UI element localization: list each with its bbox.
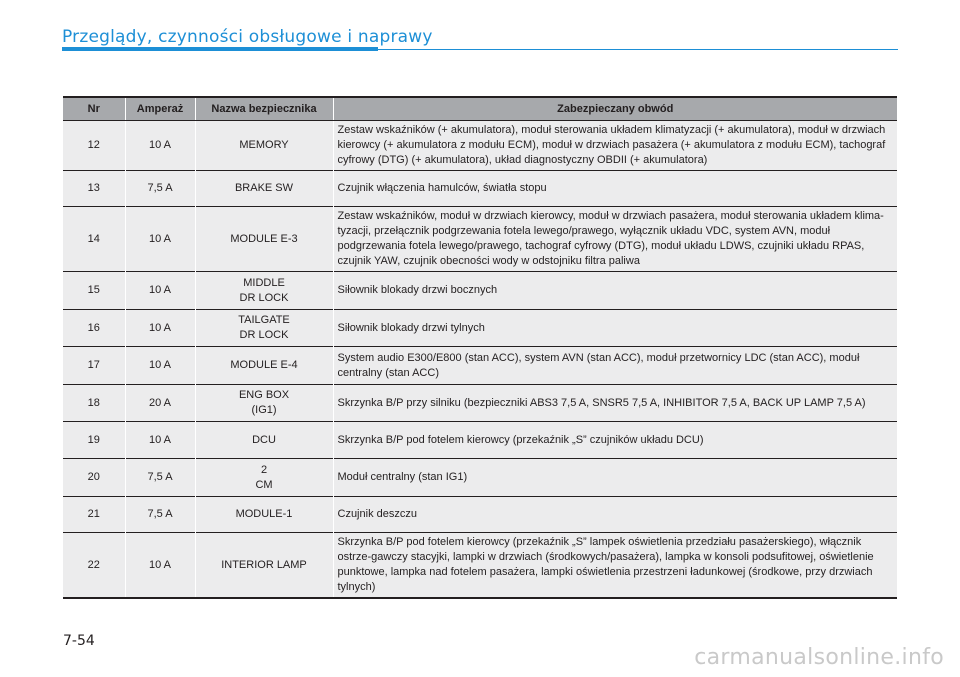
cell-protected-circuit: Moduł centralny (stan IG1): [333, 459, 897, 497]
cell-protected-circuit: Skrzynka B/P pod fotelem kierowcy (przekaźnik „S” czujników układu DCU): [333, 422, 897, 459]
page-number: 7-54: [63, 633, 95, 649]
cell-amperage: 7,5 A: [125, 171, 195, 207]
cell-nr: 15: [63, 272, 125, 310]
cell-protected-circuit: Skrzynka B/P pod fotelem kierowcy (przekaźnik „S” lampek oświetlenia przedziału pasażerskiego), włącznik ostrze-gawczy stacyjki, lampki w drzwiach (środkowych/pasażera), lampka w konsoli podsufitowej, oświetlenie punktowe, lampka nad fotelem pasażera, lampki oświetlenia przestrzeni ładunkowej (środkowe, przy drzwiach tylnych): [333, 533, 897, 599]
cell-fuse-name: MODULE-1: [195, 497, 333, 533]
column-header-amperage: Amperaż: [125, 97, 195, 121]
table-row: [63, 171, 897, 207]
cell-nr: 20: [63, 459, 125, 497]
cell-fuse-name: TAILGATE DR LOCK: [195, 310, 333, 347]
table-row: [63, 272, 897, 310]
cell-amperage: 10 A: [125, 121, 195, 171]
section-title: Przeglądy, czynności obsługowe i naprawy: [62, 27, 433, 47]
table-row: [63, 533, 897, 599]
cell-nr: 16: [63, 310, 125, 347]
cell-amperage: 10 A: [125, 272, 195, 310]
cell-amperage: 10 A: [125, 422, 195, 459]
cell-amperage: 10 A: [125, 207, 195, 272]
cell-nr: 22: [63, 533, 125, 599]
cell-nr: 13: [63, 171, 125, 207]
cell-amperage: 10 A: [125, 310, 195, 347]
table-row: [63, 459, 897, 497]
cell-nr: 17: [63, 347, 125, 385]
cell-fuse-name: ENG BOX (IG1): [195, 385, 333, 422]
title-accent-bar: [62, 47, 378, 51]
cell-protected-circuit: Siłownik blokady drzwi bocznych: [333, 272, 897, 310]
cell-protected-circuit: Zestaw wskaźników (+ akumulatora), moduł sterowania układem klimatyzacji (+ akumulatora), moduł w drzwiach kierowcy (+ akumulatora z modułu ECM), moduł w drzwiach pasażera (+ akumulatora z modułu ECM), tachograf cyfrowy (DTG) (+ akumulatora), układ diagnostyczny OBDII (+ akumulatora): [333, 121, 897, 171]
cell-protected-circuit: Zestaw wskaźników, moduł w drzwiach kierowcy, moduł w drzwiach pasażera, moduł sterowania układem klima-tyzacji, przełącznik podgrzewania fotela lewego/prawego, wyłącznik układu VDC, system AVN, moduł podgrzewania fotela lewego/prawego, tachograf cyfrowy (DTG), moduł układu LDWS, czujniki układu RPAS, czujnik YAW, czujnik obecności wody w odstojniku filtra paliwa: [333, 207, 897, 272]
cell-amperage: 10 A: [125, 533, 195, 599]
fuse-table: [63, 96, 897, 599]
cell-nr: 12: [63, 121, 125, 171]
cell-fuse-name: INTERIOR LAMP: [195, 533, 333, 599]
table-row: [63, 347, 897, 385]
cell-fuse-name: MIDDLE DR LOCK: [195, 272, 333, 310]
cell-protected-circuit: Skrzynka B/P przy silniku (bezpieczniki ABS3 7,5 A, SNSR5 7,5 A, INHIBITOR 7,5 A, BACK UP LAMP 7,5 A): [333, 385, 897, 422]
cell-amperage: 7,5 A: [125, 497, 195, 533]
cell-fuse-name: DCU: [195, 422, 333, 459]
column-header-protected-circuit: Zabezpieczany obwód: [333, 97, 897, 121]
cell-fuse-name: MODULE E-3: [195, 207, 333, 272]
cell-nr: 18: [63, 385, 125, 422]
cell-amperage: 10 A: [125, 347, 195, 385]
cell-amperage: 20 A: [125, 385, 195, 422]
cell-nr: 19: [63, 422, 125, 459]
table-row: [63, 497, 897, 533]
cell-fuse-name: MEMORY: [195, 121, 333, 171]
table-row: [63, 121, 897, 171]
column-header-fuse-name: Nazwa bezpiecznika: [195, 97, 333, 121]
cell-fuse-name: 2 CM: [195, 459, 333, 497]
table-row: [63, 207, 897, 272]
cell-protected-circuit: Siłownik blokady drzwi tylnych: [333, 310, 897, 347]
table-header-row: [63, 97, 897, 121]
table-row: [63, 422, 897, 459]
cell-protected-circuit: Czujnik włączenia hamulców, światła stopu: [333, 171, 897, 207]
cell-fuse-name: BRAKE SW: [195, 171, 333, 207]
cell-nr: 14: [63, 207, 125, 272]
cell-protected-circuit: System audio E300/E800 (stan ACC), system AVN (stan ACC), moduł przetwornicy LDC (stan ACC), moduł centralny (stan ACC): [333, 347, 897, 385]
cell-nr: 21: [63, 497, 125, 533]
watermark: carmanualsonline.info: [694, 645, 944, 670]
table-row: [63, 385, 897, 422]
column-header-nr: Nr: [63, 97, 125, 121]
cell-fuse-name: MODULE E-4: [195, 347, 333, 385]
table-row: [63, 310, 897, 347]
cell-protected-circuit: Czujnik deszczu: [333, 497, 897, 533]
cell-amperage: 7,5 A: [125, 459, 195, 497]
